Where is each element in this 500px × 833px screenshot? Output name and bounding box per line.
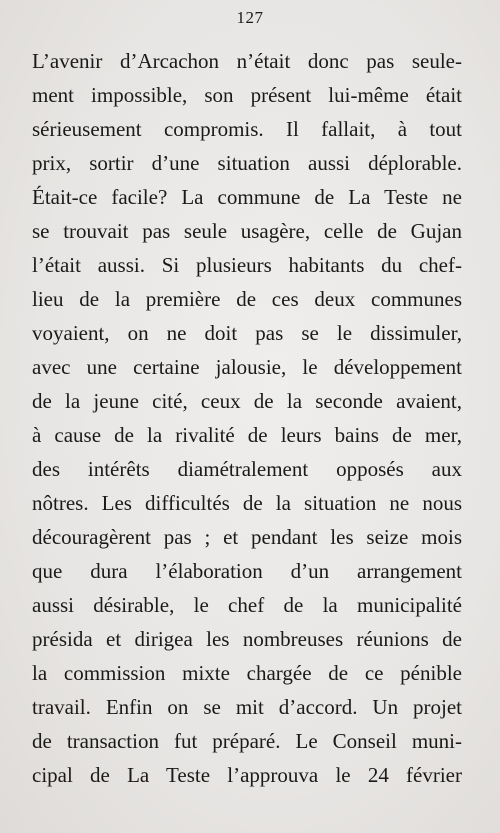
text-line: lieu de la première de ces deux communes — [32, 287, 462, 311]
text-line: avec une certaine jalousie, le développement — [32, 355, 462, 379]
text-line: l’était aussi. Si plusieurs habitants du chef- — [32, 253, 462, 277]
text-line: Était-ce facile? La commune de La Teste ne — [32, 185, 462, 209]
text-line: ment impossible, son présent lui-même était — [32, 83, 462, 107]
text-line: sérieusement compromis. Il fallait, à tout — [32, 117, 462, 141]
text-line: la commission mixte chargée de ce pénible — [32, 661, 462, 685]
text-line: découragèrent pas ; et pendant les seize mois — [32, 525, 462, 549]
text-line: prix, sortir d’une situation aussi déplorable. — [32, 151, 462, 175]
body-text — [32, 44, 462, 792]
text-line: nôtres. Les difficultés de la situation ne nous — [32, 491, 462, 515]
text-line: voyaient, on ne doit pas se le dissimuler, — [32, 321, 462, 345]
text-line: des intérêts diamétralement opposés aux — [32, 457, 462, 481]
text-line: de la jeune cité, ceux de la seconde avaient, — [32, 389, 462, 413]
text-line: cipal de La Teste l’approuva le 24 février — [32, 763, 462, 787]
text-line: travail. Enfin on se mit d’accord. Un projet — [32, 695, 462, 719]
text-line: à cause de la rivalité de leurs bains de mer, — [32, 423, 462, 447]
text-line: présida et dirigea les nombreuses réunions de — [32, 627, 462, 651]
page-number: 127 — [236, 8, 264, 27]
text-line: L’avenir d’Arcachon n’était donc pas seule- — [32, 49, 462, 73]
text-line: que dura l’élaboration d’un arrangement — [32, 559, 462, 583]
text-line: de transaction fut préparé. Le Conseil muni- — [32, 729, 462, 753]
text-line: se trouvait pas seule usagère, celle de Gujan — [32, 219, 462, 243]
text-line: aussi désirable, le chef de la municipalité — [32, 593, 462, 617]
